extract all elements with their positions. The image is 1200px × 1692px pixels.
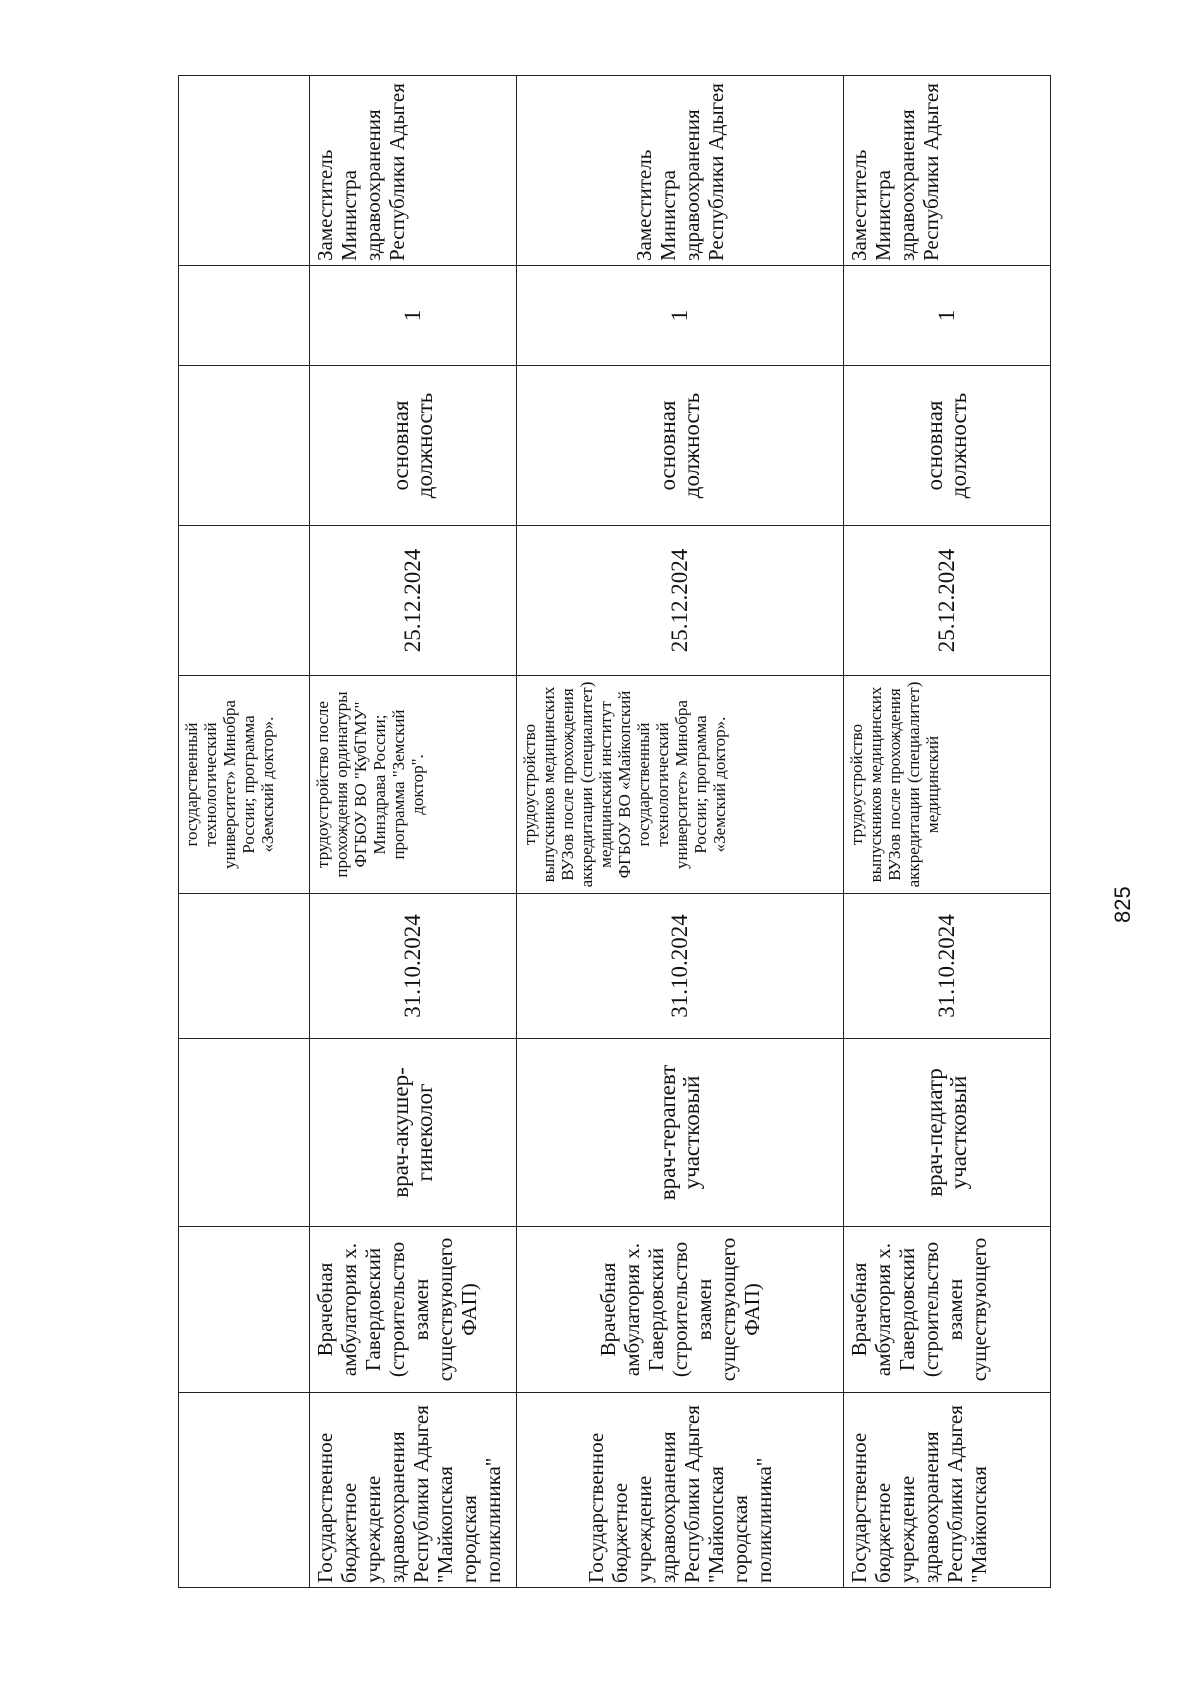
page-number: 825 bbox=[1110, 886, 1135, 923]
cell-date-from: 31.10.2024 bbox=[517, 894, 844, 1039]
cell-date-from-empty bbox=[179, 894, 310, 1039]
cell-date-to: 25.12.2024 bbox=[517, 526, 844, 676]
cell-job-type: основная должность bbox=[844, 366, 1051, 526]
table-row bbox=[517, 76, 844, 1588]
cell-job-type-empty bbox=[179, 366, 310, 526]
cell-program: трудоустройство выпускников медицинских ВУЗов после прохождения аккредитации (специалитет) медицинский институт ФГБОУ ВО «Майкопский государственный технологический университет» Минобра России; программа «Земский доктор». bbox=[517, 676, 844, 894]
cell-position: врач-терапевт участковый bbox=[517, 1039, 844, 1227]
cell-responsible: Заместитель Министра здравоохранения Республики Адыгея bbox=[844, 76, 1051, 266]
cell-program-fragment: государственный технологический университет» Минобра России; программа «Земский доктор». bbox=[179, 676, 310, 894]
table-row-fragment bbox=[179, 76, 310, 1588]
cell-date-to: 25.12.2024 bbox=[844, 526, 1051, 676]
cell-position: врач-педиатр участковый bbox=[844, 1039, 1051, 1227]
cell-count-empty bbox=[179, 266, 310, 366]
cell-job-type: основная должность bbox=[517, 366, 844, 526]
cell-job-type: основная должность bbox=[310, 366, 517, 526]
cell-date-to-empty bbox=[179, 526, 310, 676]
cell-facility: Врачебная амбулатория х. Гавердовский (строительство взамен существующего ФАП) bbox=[310, 1227, 517, 1393]
cell-position-empty bbox=[179, 1039, 310, 1227]
cell-count: 1 bbox=[310, 266, 517, 366]
cell-date-to: 25.12.2024 bbox=[310, 526, 517, 676]
cell-count: 1 bbox=[844, 266, 1051, 366]
table-row bbox=[310, 76, 517, 1588]
table-row bbox=[844, 76, 1051, 1588]
cell-program: трудоустройство после прохождения ординатуры ФГБОУ ВО "КубГМУ" Минздрава России; программа "Земский доктор". bbox=[310, 676, 517, 894]
cell-responsible: Заместитель Министра здравоохранения Республики Адыгея bbox=[310, 76, 517, 266]
cell-responsible-empty bbox=[179, 76, 310, 266]
cell-institution: Государственное бюджетное учреждение здравоохранения Республики Адыгея "Майкопская городская поликлиника" bbox=[310, 1393, 517, 1588]
cell-institution: Государственное бюджетное учреждение здравоохранения Республики Адыгея "Майкопская городская поликлиника" bbox=[517, 1393, 844, 1588]
cell-institution: Государственное бюджетное учреждение здравоохранения Республики Адыгея "Майкопская bbox=[844, 1393, 1051, 1588]
cell-date-from: 31.10.2024 bbox=[844, 894, 1051, 1039]
cell-institution-empty bbox=[179, 1393, 310, 1588]
cell-program: трудоустройство выпускников медицинских ВУЗов после прохождения аккредитации (специалитет) медицинский bbox=[844, 676, 1051, 894]
cell-facility-empty bbox=[179, 1227, 310, 1393]
cell-facility: Врачебная амбулатория х. Гавердовский (строительство взамен существующего bbox=[844, 1227, 1051, 1393]
cell-responsible: Заместитель Министра здравоохранения Республики Адыгея bbox=[517, 76, 844, 266]
cell-count: 1 bbox=[517, 266, 844, 366]
staffing-table bbox=[178, 75, 1051, 1588]
cell-date-from: 31.10.2024 bbox=[310, 894, 517, 1039]
cell-position: врач-акушер-гинеколог bbox=[310, 1039, 517, 1227]
cell-facility: Врачебная амбулатория х. Гавердовский (строительство взамен существующего ФАП) bbox=[517, 1227, 844, 1393]
